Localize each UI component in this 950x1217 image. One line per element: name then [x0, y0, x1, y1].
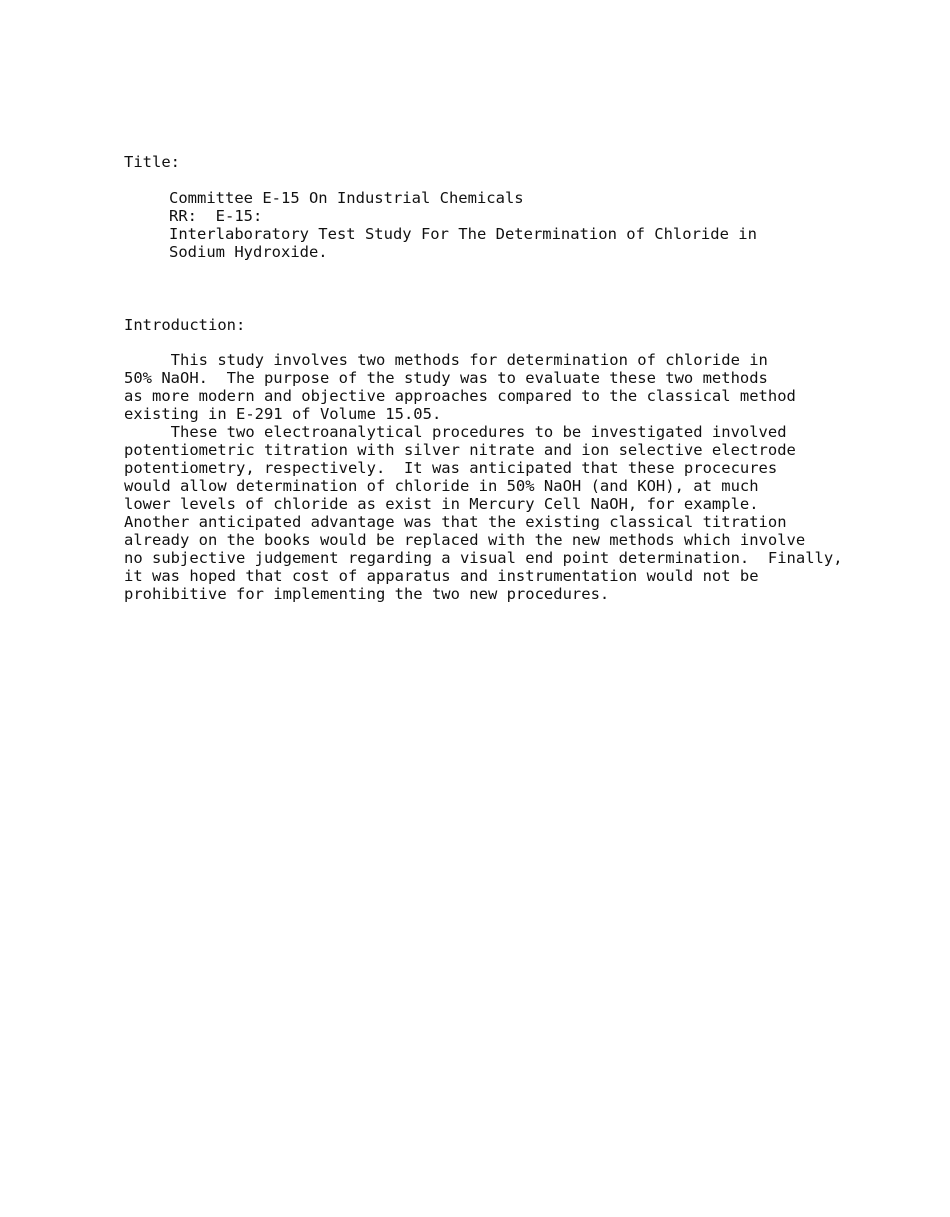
title-line-rr: RR: E-15:	[169, 207, 263, 225]
intro-line: already on the books would be replaced with the new methods which involve	[124, 531, 806, 549]
intro-line: no subjective judgement regarding a visual end point determination. Finally,	[124, 549, 843, 567]
introduction-body	[124, 351, 844, 603]
intro-line: prohibitive for implementing the two new procedures.	[124, 585, 610, 603]
intro-line: would allow determination of chloride in 50% NaOH (and KOH), at much	[124, 477, 759, 495]
title-line-committee: Committee E-15 On Industrial Chemicals	[169, 189, 524, 207]
intro-line: 50% NaOH. The purpose of the study was to evaluate these two methods	[124, 369, 768, 387]
intro-line: it was hoped that cost of apparatus and instrumentation would not be	[124, 567, 759, 585]
title-block	[169, 189, 757, 261]
title-label: Title:	[124, 153, 180, 171]
intro-line: potentiometry, respectively. It was anticipated that these procecures	[124, 459, 778, 477]
intro-line: potentiometric titration with silver nitrate and ion selective electrode	[124, 441, 796, 459]
title-line-study: Interlaboratory Test Study For The Determination of Chloride in	[169, 225, 757, 243]
title-line-subject: Sodium Hydroxide.	[169, 243, 328, 261]
intro-line: as more modern and objective approaches compared to the classical method	[124, 387, 796, 405]
intro-line: lower levels of chloride as exist in Mercury Cell NaOH, for example.	[124, 495, 759, 513]
intro-line: existing in E-291 of Volume 15.05.	[124, 405, 442, 423]
intro-line: This study involves two methods for determination of chloride in	[124, 351, 768, 369]
intro-line: Another anticipated advantage was that the existing classical titration	[124, 513, 787, 531]
introduction-label: Introduction:	[124, 316, 246, 334]
intro-line: These two electroanalytical procedures to be investigated involved	[124, 423, 787, 441]
